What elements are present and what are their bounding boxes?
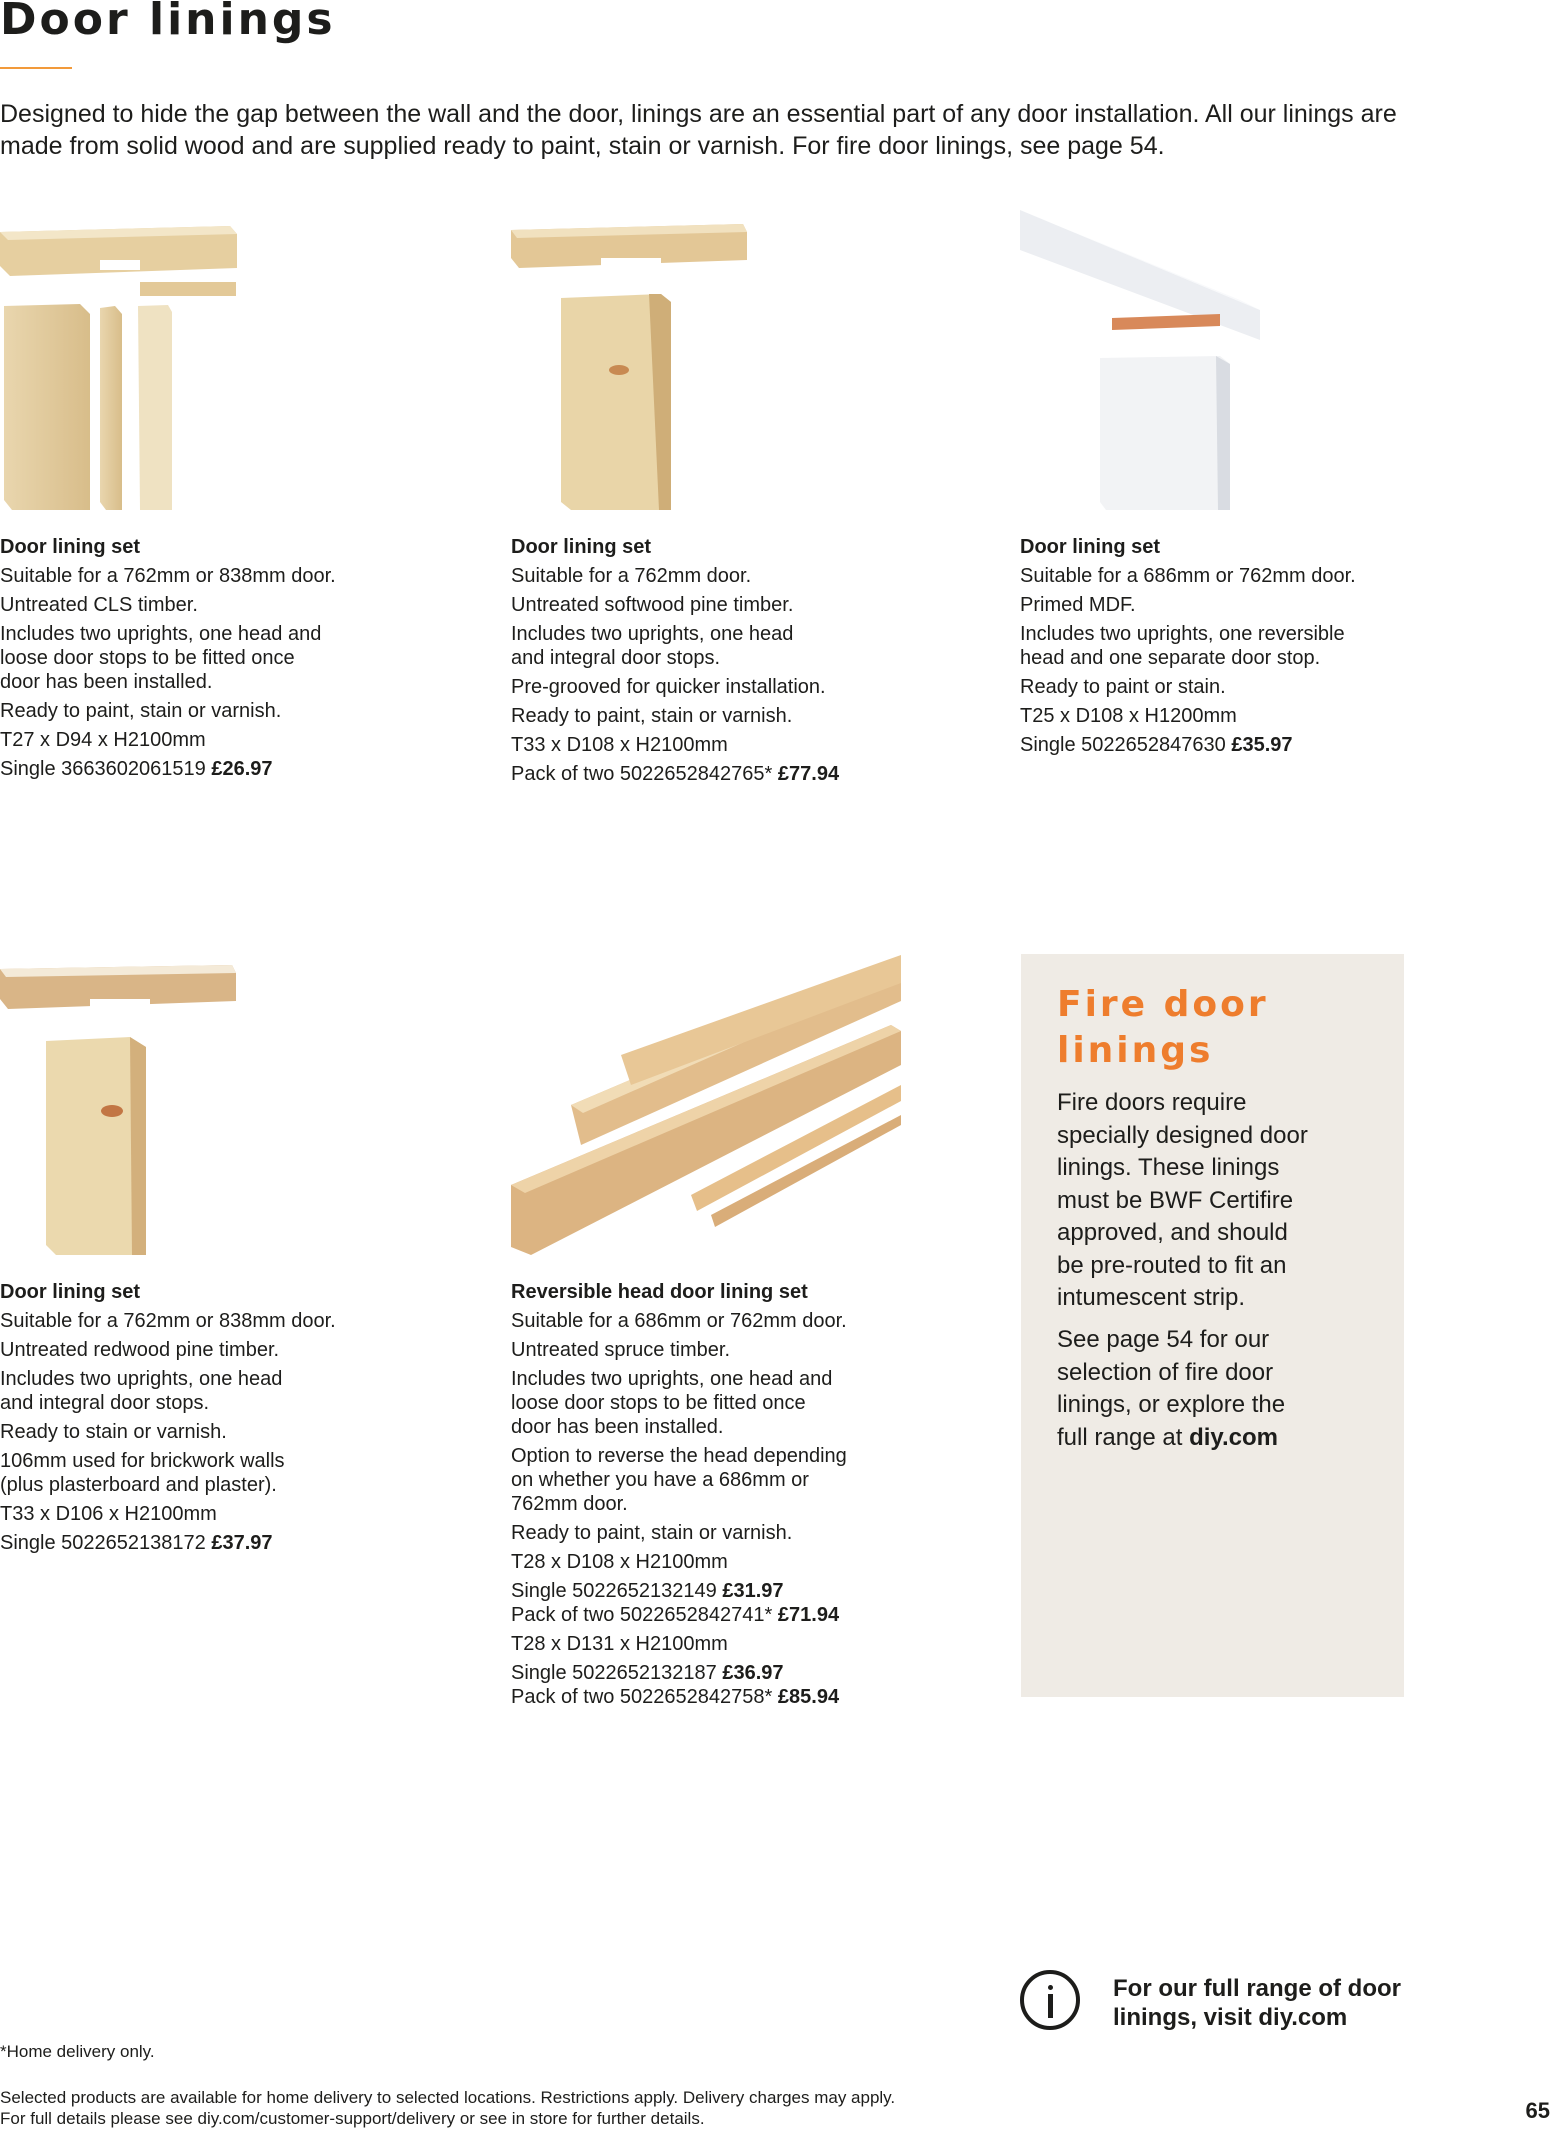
product-price: £31.97 bbox=[722, 1580, 784, 1602]
product-spec: Includes two uprights, one head and integral door stops. bbox=[0, 1368, 283, 1414]
door-lining-image bbox=[0, 210, 240, 515]
product-price-row bbox=[511, 1579, 981, 1603]
product-name: Door lining set bbox=[0, 1281, 140, 1303]
product-code: Pack of two 5022652842741* bbox=[511, 1604, 773, 1626]
fire-panel-title: Fire door linings bbox=[1057, 984, 1269, 1071]
product-spec: Untreated spruce timber. bbox=[511, 1339, 730, 1361]
product-code: Single 5022652132187 bbox=[511, 1662, 717, 1684]
door-lining-image bbox=[1020, 210, 1260, 515]
product-price: £37.97 bbox=[211, 1532, 273, 1554]
intro-paragraph: Designed to hide the gap between the wall and the door, linings are an essential part of any door installation. All our linings are made from solid wood and are supplied ready to paint, stain or varnish. For fire door linings, see page 54. bbox=[0, 100, 1397, 160]
page-title: Door linings bbox=[0, 0, 336, 45]
product-code: Single 3663602061519 bbox=[0, 758, 206, 780]
product-price-row bbox=[511, 1685, 981, 1709]
fire-panel-body: Fire doors require specially designed door linings. These linings must be BWF Certifire approved, and should be pre-routed to fit an intumescent strip. bbox=[1057, 1089, 1308, 1311]
product-price-row bbox=[511, 1603, 981, 1627]
page-number: 65 bbox=[1525, 2098, 1550, 2123]
product-spec: Suitable for a 686mm or 762mm door. bbox=[511, 1310, 847, 1332]
product-spec: Includes two uprights, one head and integral door stops. bbox=[511, 623, 794, 669]
product-price-row bbox=[511, 1661, 981, 1685]
product-card bbox=[1020, 210, 1490, 762]
title-underline bbox=[0, 67, 72, 69]
product-price-row bbox=[0, 1531, 470, 1555]
product-card bbox=[0, 955, 470, 1560]
product-spec: Suitable for a 762mm or 838mm door. bbox=[0, 565, 336, 587]
fire-panel-text: See page 54 for our selection of fire door linings, or explore the full range at bbox=[1057, 1326, 1286, 1451]
product-spec: Untreated CLS timber. bbox=[0, 594, 198, 616]
product-spec: Suitable for a 686mm or 762mm door. bbox=[1020, 565, 1356, 587]
product-spec: Ready to paint or stain. bbox=[1020, 676, 1226, 698]
product-price-row bbox=[1020, 733, 1490, 757]
fire-panel-link-text bbox=[1057, 1324, 1377, 1454]
product-code: Pack of two 5022652842758* bbox=[511, 1686, 773, 1708]
footnote: *Home delivery only. bbox=[0, 2042, 155, 2061]
product-dimensions: T27 x D94 x H2100mm bbox=[0, 729, 206, 751]
product-price: £85.94 bbox=[777, 1686, 840, 1708]
product-name: Reversible head door lining set bbox=[511, 1281, 808, 1303]
timber-boards-image bbox=[511, 955, 901, 1260]
fire-panel-site: diy.com bbox=[1189, 1423, 1279, 1451]
product-spec: Primed MDF. bbox=[1020, 594, 1136, 616]
product-dimensions: T33 x D106 x H2100mm bbox=[0, 1503, 217, 1525]
product-price: £35.97 bbox=[1231, 734, 1293, 756]
product-dimensions: T28 x D131 x H2100mm bbox=[511, 1633, 728, 1655]
product-spec: Ready to paint, stain or varnish. bbox=[511, 1522, 793, 1544]
product-price: £36.97 bbox=[722, 1662, 784, 1684]
product-spec: Untreated redwood pine timber. bbox=[0, 1339, 280, 1361]
product-spec: Pre-grooved for quicker installation. bbox=[511, 676, 826, 698]
product-spec: Suitable for a 762mm or 838mm door. bbox=[0, 1310, 336, 1332]
product-price: £71.94 bbox=[777, 1604, 840, 1626]
fire-door-panel bbox=[1021, 954, 1404, 1697]
product-price-row bbox=[0, 757, 470, 781]
product-spec: Includes two uprights, one reversible head and one separate door stop. bbox=[1020, 623, 1345, 669]
product-price: £77.94 bbox=[777, 763, 840, 785]
product-name: Door lining set bbox=[1020, 536, 1160, 558]
product-card bbox=[511, 210, 981, 791]
product-code: Single 5022652847630 bbox=[1020, 734, 1226, 756]
product-dimensions: T25 x D108 x H1200mm bbox=[1020, 705, 1237, 727]
product-price-row bbox=[511, 762, 981, 786]
product-name: Door lining set bbox=[511, 536, 651, 558]
product-card bbox=[0, 210, 470, 786]
product-spec: 106mm used for brickwork walls (plus plasterboard and plaster). bbox=[0, 1450, 285, 1496]
door-lining-image bbox=[511, 210, 751, 515]
info-icon bbox=[1020, 1970, 1080, 2030]
product-dimensions: T28 x D108 x H2100mm bbox=[511, 1551, 728, 1573]
product-spec: Option to reverse the head depending on whether you have a 686mm or 762mm door. bbox=[511, 1445, 847, 1515]
product-code: Single 5022652132149 bbox=[511, 1580, 717, 1602]
product-spec: Includes two uprights, one head and loose door stops to be fitted once door has been installed. bbox=[511, 1368, 833, 1438]
product-code: Pack of two 5022652842765* bbox=[511, 763, 773, 785]
product-price: £26.97 bbox=[211, 758, 273, 780]
product-code: Single 5022652138172 bbox=[0, 1532, 206, 1554]
product-spec: Includes two uprights, one head and loose door stops to be fitted once door has been installed. bbox=[0, 623, 322, 693]
door-lining-image bbox=[0, 955, 240, 1260]
legal-text: Selected products are available for home delivery to selected locations. Restrictions apply. Delivery charges may apply. For full details please see diy.com/customer-support/delivery or see in store for further details. bbox=[0, 2088, 896, 2128]
product-spec: Ready to paint, stain or varnish. bbox=[511, 705, 793, 727]
product-name: Door lining set bbox=[0, 536, 140, 558]
cta-text: For our full range of door linings, visit diy.com bbox=[1113, 1975, 1401, 2031]
product-card bbox=[511, 955, 981, 1714]
product-spec: Suitable for a 762mm door. bbox=[511, 565, 752, 587]
product-spec: Untreated softwood pine timber. bbox=[511, 594, 794, 616]
product-spec: Ready to stain or varnish. bbox=[0, 1421, 227, 1443]
product-dimensions: T33 x D108 x H2100mm bbox=[511, 734, 728, 756]
product-spec: Ready to paint, stain or varnish. bbox=[0, 700, 282, 722]
